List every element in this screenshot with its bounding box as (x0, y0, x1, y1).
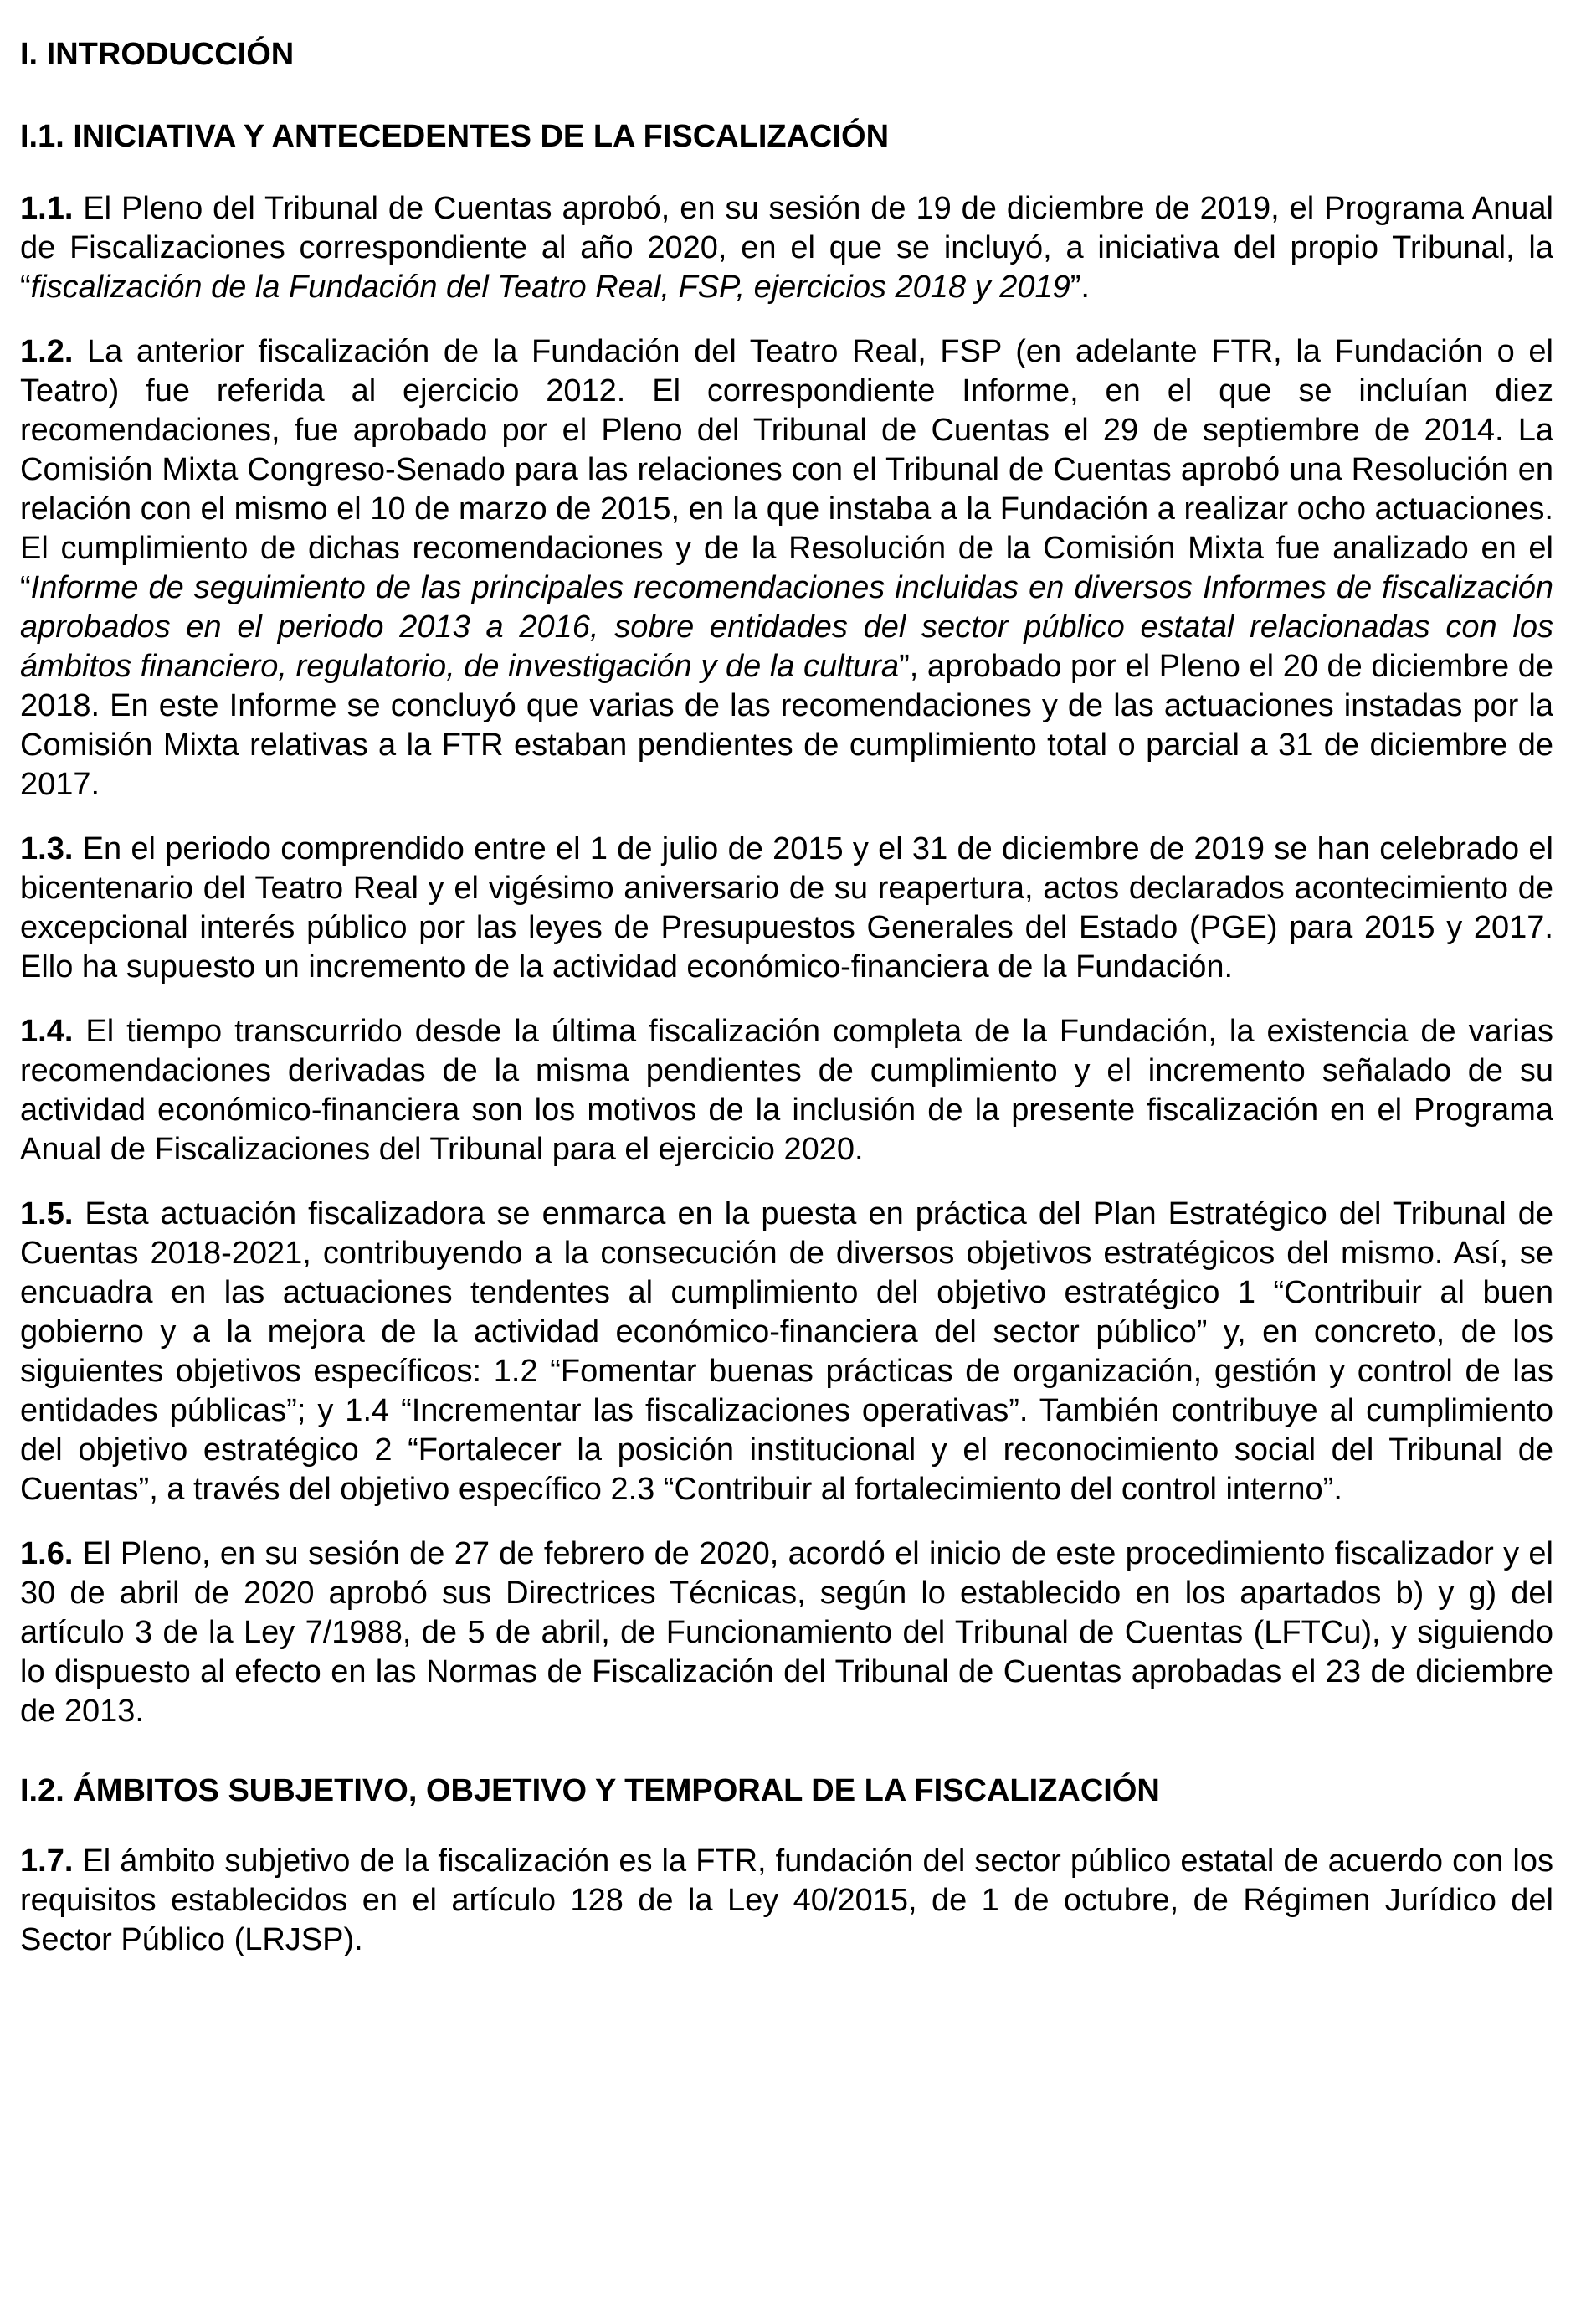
paragraph-1-4 (20, 1012, 1553, 1170)
paragraph-1-5 (20, 1195, 1553, 1509)
paragraph-text: ”, aprobado por el Pleno el 20 de diciembre de 2018. En este Informe se concluyó que varias de las recomendaciones y de las actuaciones instadas por la Comisión Mixta relativas a la FTR estaban pendientes de cumplimiento total o parcial a 31 de diciembre de 2017. (20, 649, 1553, 802)
paragraph-text: ”. (1070, 270, 1090, 305)
paragraph-1-2 (20, 332, 1553, 805)
paragraph-1-7 (20, 1842, 1553, 1960)
paragraph-text: El ámbito subjetivo de la fiscalización es la FTR, fundación del sector público estatal de acuerdo con los requisitos establecidos en el artículo 128 de la Ley 40/2015, de 1 de octubre, de Régimen Jurídico del Sector Público (LRJSP). (20, 1843, 1553, 1957)
paragraph-text: El Pleno, en su sesión de 27 de febrero de 2020, acordó el inicio de este procedimiento fiscalizador y el 30 de abril de 2020 aprobó sus Directrices Técnicas, según lo establecido en los apartados b) y g) del artículo 3 de la Ley 7/1988, de 5 de abril, de Funcionamiento del Tribunal de Cuentas (LFTCu), y siguiendo lo dispuesto al efecto en las Normas de Fiscalización del Tribunal de Cuentas aprobadas el 23 de diciembre de 2013. (20, 1536, 1553, 1729)
paragraph-number: 1.5. (20, 1196, 74, 1231)
paragraph-number: 1.4. (20, 1014, 74, 1049)
paragraph-1-1 (20, 189, 1553, 307)
paragraph-number: 1.7. (20, 1843, 74, 1879)
document-page (20, 33, 1553, 1985)
paragraph-text: El tiempo transcurrido desde la última fiscalización completa de la Fundación, la existencia de varias recomendaciones derivadas de la misma pendientes de cumplimiento y el incremento señalado de su actividad económico-financiera son los motivos de la inclusión de la presente fiscalización en el Programa Anual de Fiscalizaciones del Tribunal para el ejercicio 2020. (20, 1014, 1553, 1167)
paragraph-text: En el periodo comprendido entre el 1 de julio de 2015 y el 31 de diciembre de 2019 se han celebrado el bicentenario del Teatro Real y el vigésimo aniversario de su reapertura, actos declarados acontecimiento de excepcional interés público por las leyes de Presupuestos Generales del Estado (PGE) para 2015 y 2017. Ello ha supuesto un incremento de la actividad económico-financiera de la Fundación. (20, 831, 1553, 985)
paragraph-text: Esta actuación fiscalizadora se enmarca en la puesta en práctica del Plan Estratégico del Tribunal de Cuentas 2018-2021, contribuyendo a la consecución de diversos objetivos estratégicos del mismo. Así, se encuadra en las actuaciones tendentes al cumplimiento del objetivo estratégico 1 “Contribuir al buen gobierno y a la mejora de la actividad económico-financiera del sector público” y, en concreto, de los siguientes objetivos específicos: 1.2 “Fomentar buenas prácticas de organización, gestión y control de las entidades públicas”; y 1.4 “Incrementar las fiscalizaciones operativas”. También contribuye al cumplimiento del objetivo estratégico 2 “Fortalecer la posición institucional y el reconocimiento social del Tribunal de Cuentas”, a través del objetivo específico 2.3 “Contribuir al fortalecimiento del control interno”. (20, 1196, 1553, 1507)
paragraph-number: 1.2. (20, 334, 74, 369)
paragraph-1-6 (20, 1535, 1553, 1731)
paragraph-text: El Pleno del Tribunal de Cuentas aprobó, en su sesión de 19 de diciembre de 2019, el Programa Anual de Fiscalizaciones correspondiente al año 2020, en el que se incluyó, a iniciativa del propio Tribunal, la “ (20, 191, 1553, 305)
heading-iniciativa-antecedentes: I.1. INICIATIVA Y ANTECEDENTES DE LA FISCALIZACIÓN (20, 119, 890, 154)
paragraph-1-3 (20, 830, 1553, 987)
paragraph-number: 1.1. (20, 191, 74, 226)
paragraph-number: 1.6. (20, 1536, 74, 1571)
paragraph-number: 1.3. (20, 831, 74, 866)
paragraph-italic-title: fiscalización de la Fundación del Teatro Real, FSP, ejercicios 2018 y 2019 (30, 270, 1070, 305)
paragraph-text: La anterior fiscalización de la Fundación del Teatro Real, FSP (en adelante FTR, la Fundación o el Teatro) fue referida al ejercicio 2012. El correspondiente Informe, en el que se incluían diez recomendaciones, fue aprobado por el Pleno del Tribunal de Cuentas el 29 de septiembre de 2014. La Comisión Mixta Congreso-Senado para las relaciones con el Tribunal de Cuentas aprobó una Resolución en relación con el mismo el 10 de marzo de 2015, en la que instaba a la Fundación a realizar ocho actuaciones. El cumplimiento de dichas recomendaciones y de la Resolución de la Comisión Mixta fue analizado en el “ (20, 334, 1553, 605)
paragraph-italic-title: Informe de seguimiento de las principales recomendaciones incluidas en diversos Informes de fiscalización aprobados en el periodo 2013 a 2016, sobre entidades del sector público estatal relacionadas con los ámbitos financiero, regulatorio, de investigación y de la cultura (20, 570, 1553, 684)
heading-ambitos: I.2. ÁMBITOS SUBJETIVO, OBJETIVO Y TEMPORAL DE LA FISCALIZACIÓN (20, 1773, 1160, 1808)
heading-introduccion: I. INTRODUCCIÓN (20, 37, 295, 72)
